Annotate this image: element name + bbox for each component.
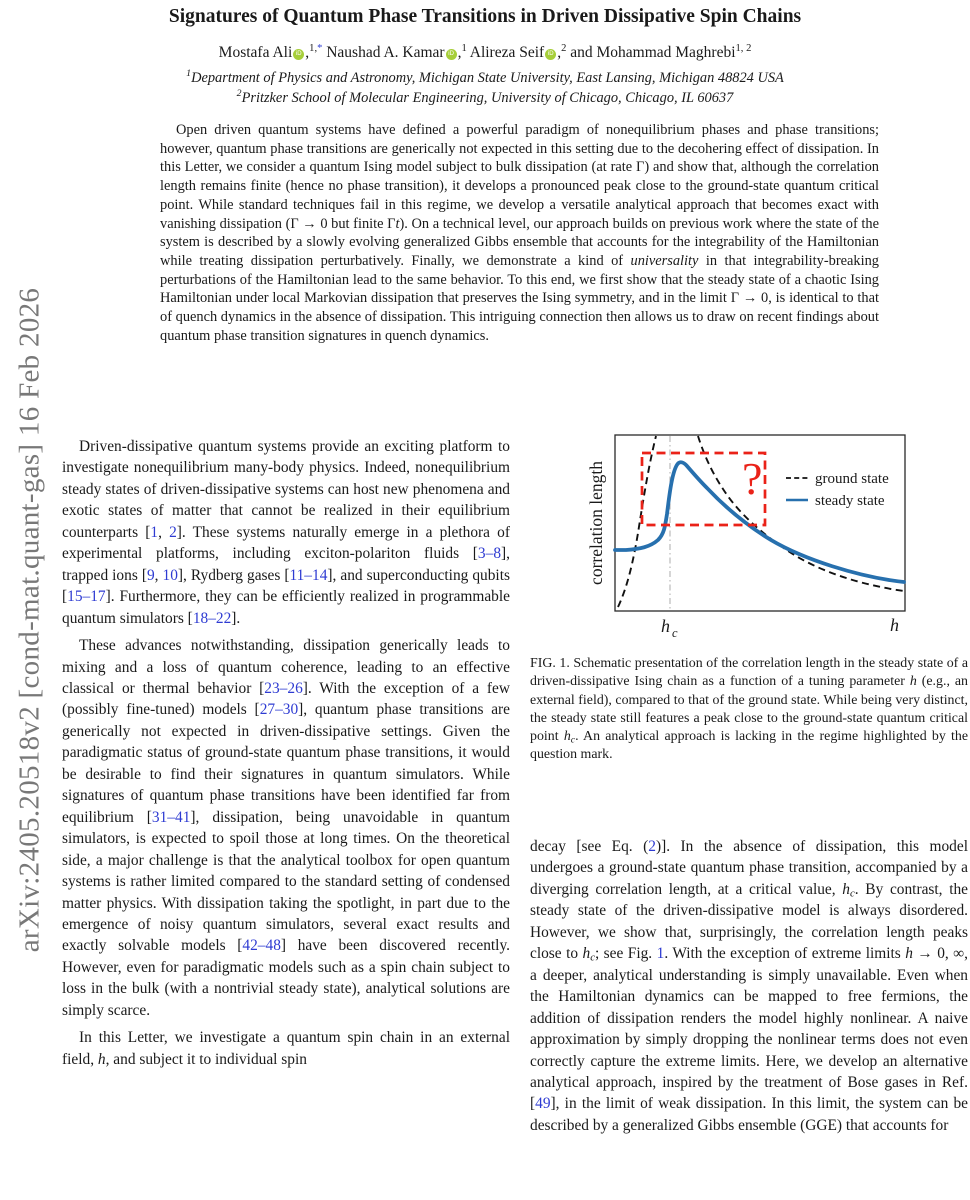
affiliation-text: Pritzker School of Molecular Engineering, University of Chicago, Chicago, IL 60637 bbox=[241, 89, 734, 106]
citation-link[interactable]: 9 bbox=[146, 566, 155, 584]
affiliation-text: Department of Physics and Astronomy, Michigan State University, East Lansing, Michigan 48824 USA bbox=[191, 70, 784, 86]
citation-link[interactable]: 49 bbox=[535, 1095, 551, 1113]
citation-link[interactable]: 42–48 bbox=[242, 937, 281, 955]
paragraph-4: decay [see Eq. (2)]. In the absence of dissipation, this model undergoes a ground-state quantum phase transition, accompanied by a diverging correlation length, at a critical value, hc. By contrast, the steady state of the driven-dissipative model is always disordered. However, we show that, surprisingly, the correlation length peaks close to hc; see Fig. 1. With the exception of extreme limits h → 0, ∞, a deeper, analytical understanding is simply unavailable. Even when the Hamiltonian dynamics can be mapped to free fermions, the addition of dissipation renders the model highly nonlinear. A naive approximation by simply dropping the nonlinear terms does not even correctly capture the extreme limits. Here, we develop an alternative analytical approach, inspired by the treatment of Bose gases in Ref. [49], in the limit of weak dissipation. In this limit, the system can be described by a generalized Gibbs ensemble (GGE) that accounts for bbox=[530, 838, 969, 1134]
citation-link[interactable]: 1 bbox=[656, 945, 665, 963]
affiliation-sup: 2 bbox=[236, 87, 242, 99]
legend-steady-state-label: steady state bbox=[815, 493, 885, 509]
question-mark-annotation: ? bbox=[742, 453, 763, 504]
citation-link[interactable]: 18–22 bbox=[192, 609, 232, 627]
arxiv-watermark: arXiv:2405.20518v2 [cond-mat.quant-gas] 16 Feb 2026 bbox=[13, 287, 46, 953]
figure-1-caption: FIG. 1. Schematic presentation of the correlation length in the steady state of a driven-dissipative Ising chain as a function of a tuning parameter h (e.g., an external field), compared to that of the ground state. While being very distinct, the steady state still features a peak close to the ground-state quantum critical point hc. An analytical approach is lacking in the regime highlighted by the question mark. bbox=[530, 656, 968, 763]
figure-1 bbox=[528, 430, 968, 650]
citation-link[interactable]: 23–26 bbox=[264, 679, 303, 697]
paper-title: Signatures of Quantum Phase Transitions in Driven Dissipative Spin Chains bbox=[168, 6, 802, 27]
figure-1-plot bbox=[528, 430, 968, 650]
author-line: Mostafa Ali iD ,$^{1,*}$ Naushad A. Kamar iD ,$^1$ Alireza Seif iD ,$^2$ and Mohammad Maghrebi$^{1, 2}$ bbox=[218, 42, 752, 61]
paragraph-3: In this Letter, we investigate a quantum spin chain in an external field, h, and subject it to individual spin bbox=[62, 1029, 510, 1068]
paragraph-1: Driven-dissipative quantum systems provide an exciting platform to investigate nonequilibrium many-body physics. Indeed, nonequilibrium steady states of driven-dissipative systems can host new phenomena and exotic states of matter that cannot be realized in their equilibrium counterparts [1, 2]. These systems naturally emerge in a plethora of experimental platforms, including exciton-polariton fluids [3–8], trapped ions [9, 10], Rydberg gases [11–14], and superconducting qubits [15–17]. Furthermore, they can be efficiently realized in programmable quantum simulators [18–22]. bbox=[62, 438, 510, 627]
citation-link[interactable]: 15–17 bbox=[67, 588, 106, 606]
citation-link[interactable]: 27–30 bbox=[259, 701, 299, 719]
citation-link[interactable]: 3–8 bbox=[477, 545, 502, 563]
affiliations bbox=[60, 69, 910, 108]
orcid-icon[interactable]: iD bbox=[545, 49, 556, 60]
right-column bbox=[530, 836, 968, 1136]
citation-link[interactable]: 11–14 bbox=[289, 566, 328, 584]
citation-link[interactable]: 10 bbox=[162, 566, 178, 584]
citation-link[interactable]: 2 bbox=[169, 523, 177, 541]
x-axis-label: h bbox=[890, 615, 899, 635]
left-column bbox=[62, 436, 510, 1070]
abstract: Open driven quantum systems have defined a powerful paradigm of nonequilibrium phases and phase transitions; however, quantum phase transitions are generically not expected in this setting due to the decohering effect of dissipation. In this Letter, we consider a quantum Ising model subject to bulk dissipation (at rate Γ) and show that, although the correlation length remains finite (hence no phase transition), it develops a pronounced peak close to the ground-state quantum critical point. While standard techniques fail in this regime, we develop a versatile analytical approach that becomes exact with vanishing dissipation (Γ → 0 but finite Γt). On a technical level, our approach builds on previous work where the state of the system is described by a slowly evolving generalized Gibbs ensemble that accounts for the integrability of the Hamiltonian while treating dissipation perturbatively. Finally, we demonstrate a kind of universality in that integrability-breaking perturbations of the Hamiltonian lead to the same behavior. To this end, we first show that the steady state of a chaotic Ising Hamiltonian under local Markovian dissipation that preserves the Ising symmetry, and in the limit Γ → 0, is identical to that of quench dynamics in the absence of dissipation. This intriguing connection then allows us to draw on recent findings about quantum phase transition signatures in quench dynamics. bbox=[160, 122, 879, 344]
citation-link[interactable]: 31–41 bbox=[151, 808, 191, 826]
affiliation-sup: 1 bbox=[186, 68, 192, 80]
orcid-icon[interactable]: iD bbox=[446, 49, 457, 60]
citation-link[interactable]: 1 bbox=[150, 523, 159, 541]
paragraph-2: These advances notwithstanding, dissipation generically leads to mixing and a loss of quantum coherence, leading to an effective classical or thermal behavior [23–26]. With the exception of a few (possibly fine-tuned) models [27–30], quantum phase transitions are generically not expected in driven-dissipative settings. Given the paradigmatic status of ground-state quantum phase transitions, it would be desirable to find their signatures in quantum simulators. While signatures of quantum phase transitions have been identified far from equilibrium [31–41], dissipation, being unavoidable in quantum simulators, is expected to spoil those at long times. On the theoretical side, a major challenge is that the analytical toolbox for open quantum systems is rather limited compared to the standard setting of condensed matter physics. With dissipation taking the spotlight, in part due to the emergence of noisy quantum simulators, several exact results and exactly solvable models [42–48] have been discovered recently. However, even for paradigmatic models such as a spin chain subject to loss in the bulk (with a nontrivial steady state), analytical solutions are simply scarce. bbox=[62, 637, 511, 1019]
y-axis-label: correlation length bbox=[586, 461, 606, 585]
legend-ground-state-label: ground state bbox=[815, 471, 889, 487]
orcid-icon[interactable]: iD bbox=[293, 49, 304, 60]
x-tick-hc: h bbox=[661, 616, 670, 636]
affiliation-line-2 bbox=[60, 89, 910, 109]
x-tick-hc-sub: c bbox=[672, 626, 678, 640]
affiliation-line-1 bbox=[60, 69, 910, 89]
citation-link[interactable]: 2 bbox=[648, 838, 656, 855]
